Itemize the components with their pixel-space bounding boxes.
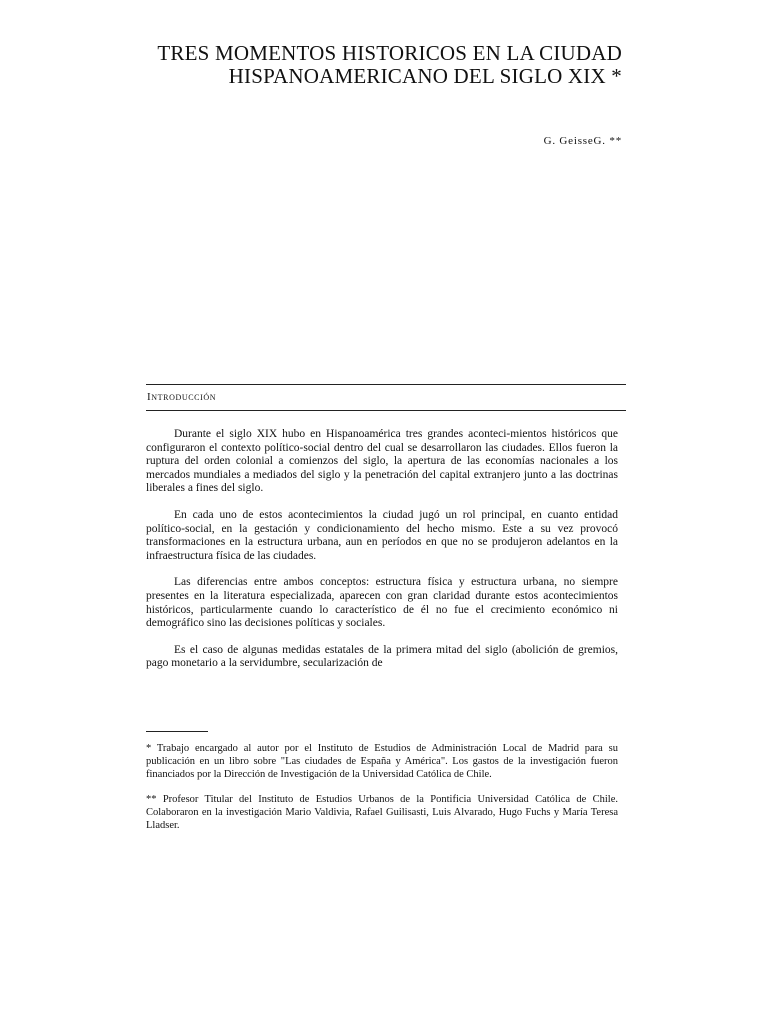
footnote: ** Profesor Titular del Instituto de Estudios Urbanos de la Pontificia Universidad Católica de Chile. Colaboraron en la investigación Mario Valdivia, Rafael Guilisasti, Luis Alvarado, Hugo Fuchs y María Teresa Lladser. xyxy=(146,794,618,831)
section-rule-bottom xyxy=(146,410,626,411)
paragraph: Durante el siglo XIX hubo en Hispanoamérica tres grandes aconteci-mientos históricos que configuraron el contexto político-social dentro del cual se desarrollaron las ciudades. Ellos fueron la ruptura del orden colonial a comienzos del siglo, la apertura de las economías nacionales a los mercados mundiales a mediados del siglo y la penetración del capital extranjero junto a las doctrinas liberales a fines del siglo. xyxy=(146,428,618,495)
paragraph: Es el caso de algunas medidas estatales de la primera mitad del siglo (abolición de gremios, pago monetario a la servidumbre, secularización de xyxy=(146,643,618,670)
title-line-2: HISPANOAMERICANO DEL SIGLO XIX * xyxy=(228,64,622,88)
footnotes xyxy=(146,742,618,844)
document-title xyxy=(102,42,622,88)
footnote: * Trabajo encargado al autor por el Instituto de Estudios de Administración Local de Madrid para su publicación en un libro sobre "Las ciudades de España y América". Los gastos de la investigación fueron financiados por la Dirección de Investigación de la Universidad Católica de Chile. xyxy=(146,743,618,780)
title-line-1: TRES MOMENTOS HISTORICOS EN LA CIUDAD xyxy=(157,41,622,65)
section-rule-top xyxy=(146,384,626,385)
body-text xyxy=(146,428,618,684)
paragraph: En cada uno de estos acontecimientos la ciudad jugó un rol principal, en cuanto entidad político-social, en la gestación y condicionamiento del hecho mismo. Este a su vez provocó transformaciones en la estructura urbana, aun en períodos en que no se produjeron adelantos en la infraestructura física de las ciudades. xyxy=(146,508,618,562)
paragraph: Las diferencias entre ambos conceptos: estructura física y estructura urbana, no siempre presentes en la literatura especializada, aparecen con gran claridad durante estos acontecimientos históricos, particularmente cuando lo característico de él no fue el crecimiento económico ni demográfico sino las decisiones políticas y sociales. xyxy=(146,576,618,630)
section-heading: Introducción xyxy=(147,391,217,403)
footnote-separator xyxy=(146,731,208,732)
author-name: G. GeisseG. ** xyxy=(543,135,622,147)
